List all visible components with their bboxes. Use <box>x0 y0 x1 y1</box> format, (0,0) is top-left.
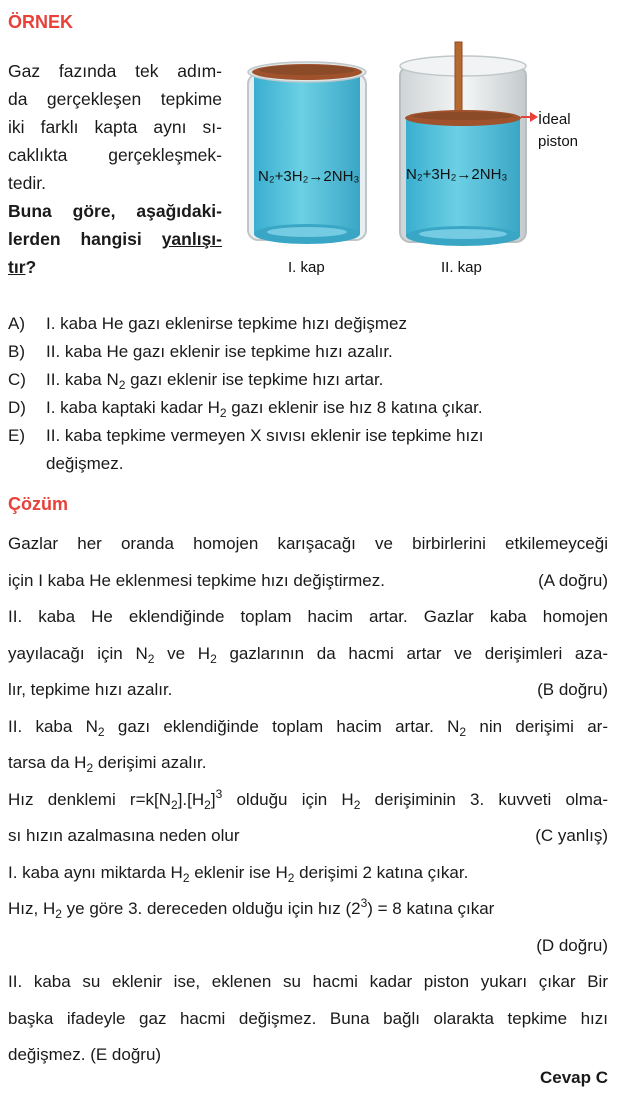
vessels-diagram <box>240 36 600 286</box>
label-kap-2: II. kap <box>441 259 482 276</box>
option-e: E) II. kaba tepkime vermeyen X sıvısı eklenir ise tepkime hızı değişmez. <box>8 426 484 473</box>
question-intro <box>8 57 222 281</box>
label-kap-1: I. kap <box>288 259 325 276</box>
intro-line: da gerçekleşen tepkime <box>8 89 222 109</box>
solution-line: için I kaba He eklenmesi tepkime hızı değiştirmez. (A doğru) <box>8 570 608 590</box>
solution-line: Hız denklemi $r=k[N_2].[H_2]^3$ olduğu için $H_2$ derişiminin 3. kuvveti olma- <box>8 786 608 812</box>
example-heading: ÖRNEK <box>8 12 74 32</box>
label-ideal: İdeal <box>538 111 571 128</box>
vessel-1 <box>248 62 366 244</box>
solution-line: tarsa da $H_2$ derişimi azalır. <box>8 753 207 775</box>
vessel-2 <box>400 42 538 246</box>
option-d: D) I. kaba kaptaki kadar $H_2$ gazı eklenir ise hız 8 katına çıkar. <box>8 398 483 420</box>
solution-line: Gazlar her oranda homojen karışacağı ve birbirlerini etkilemeyceği <box>8 534 608 553</box>
label-piston: piston <box>538 133 579 150</box>
reaction-1: N₂+3H₂→2NH₃ <box>258 168 360 185</box>
solution-line: I. kaba aynı miktarda $H_2$ eklenir ise $H_2$ derişimi 2 katına çıkar. <box>8 862 469 885</box>
option-c: C) II. kaba $N_2$ gazı eklenir ise tepkime hızı artar. <box>8 370 384 392</box>
question-line: tır? <box>8 257 37 277</box>
vessel-1-gas <box>254 72 360 234</box>
solution-line: başka ifadeyle gaz hacmi değişmez. Buna bağlı olarakta tepkime hızı <box>8 1008 608 1028</box>
option-a: A) I. kaba He gazı eklenirse tepkime hızı değişmez <box>8 314 407 333</box>
solution-line: (D doğru) <box>536 935 608 955</box>
solution-text <box>8 526 608 1074</box>
intro-line: Gaz fazında tek adım- <box>8 61 222 81</box>
container-figure <box>240 36 600 291</box>
answer-label: Cevap C <box>539 1068 608 1087</box>
question-line: lerden hangisi yanlışı- <box>8 229 222 249</box>
reaction-2: N₂+3H₂→2NH₃ <box>406 166 508 183</box>
solution-line: II. kaba He eklendiğinde toplam hacim artar. Gazlar kaba homojen <box>8 607 608 626</box>
solution-heading: Çözüm <box>8 494 68 514</box>
solution-line: yayılacağı için $N_2$ ve $H_2$ gazlarının da hacmi artar ve derişimleri aza- <box>8 643 608 666</box>
solution-line: Hız, $H_2$ ye göre 3. dereceden olduğu için hız $(2^3) = 8$ katına çıkar <box>8 896 495 921</box>
answer-options <box>8 310 608 478</box>
solution-line: sı hızın azalmasına neden olur (C yanlış) <box>8 826 608 845</box>
solution-line: II. kaba $N_2$ gazı eklendiğinde toplam hacim artar. $N_2$ nin derişimi ar- <box>8 716 608 739</box>
solution-line: değişmez. (E doğru) <box>8 1045 162 1064</box>
intro-line: caklıkta gerçekleşmek- <box>8 145 222 165</box>
intro-line: iki farklı kapta aynı sı- <box>8 117 222 137</box>
piston-rod <box>455 42 462 120</box>
intro-line: tedir. <box>8 173 46 193</box>
solution-line: II. kaba su eklenir ise, eklenen su hacmi kadar piston yukarı çıkar Bir <box>8 972 608 991</box>
question-line: Buna göre, aşağıdaki- <box>8 201 222 221</box>
solution-line: lır, tepkime hızı azalır. (B doğru) <box>8 680 608 699</box>
option-b: B) II. kaba He gazı eklenir ise tepkime hızı azalır. <box>8 342 393 361</box>
